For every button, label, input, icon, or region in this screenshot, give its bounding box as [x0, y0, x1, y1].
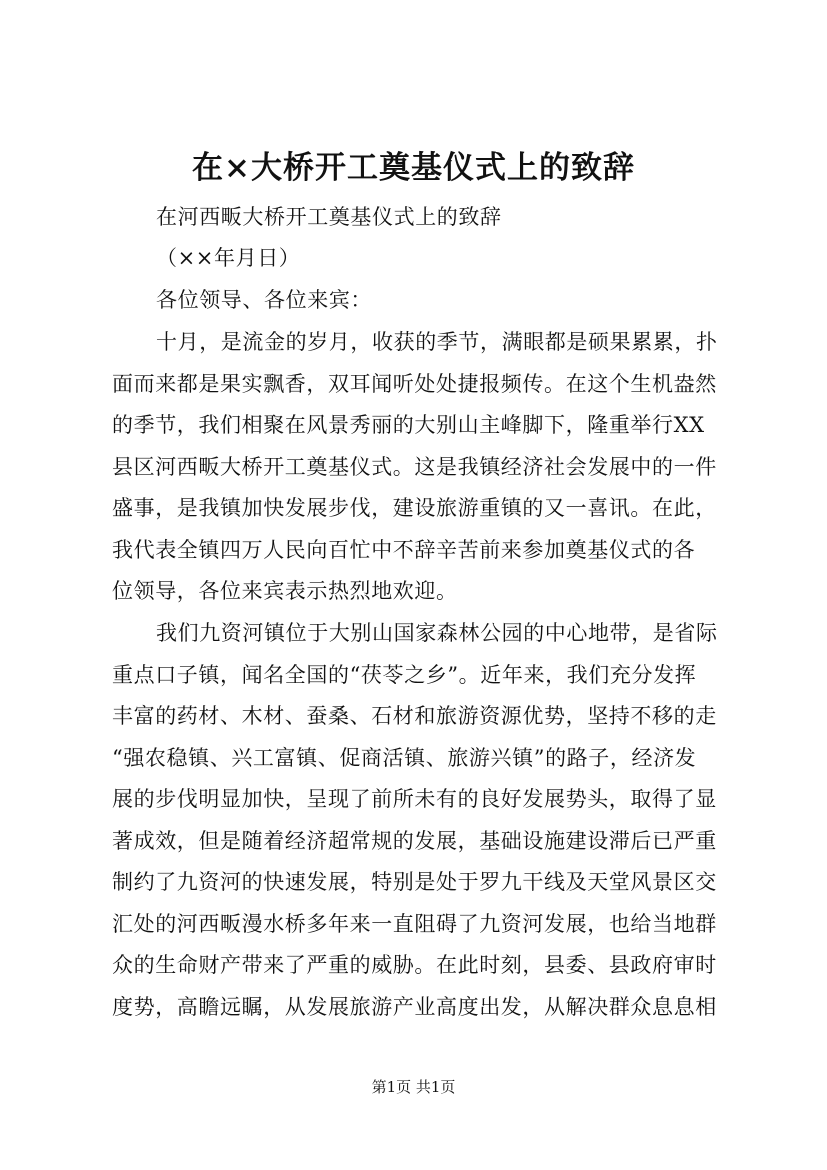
paragraph-line: 展的步伐明显加快，呈现了前所未有的良好发展势头，取得了显	[112, 787, 717, 811]
paragraph-line: 众的生命财产带来了严重的威胁。在此时刻，县委、县政府审时	[112, 953, 717, 977]
paragraph-line: 度势，高瞻远瞩，从发展旅游产业高度出发，从解决群众息息相	[112, 995, 717, 1019]
document-title: 在×大桥开工奠基仪式上的致辞	[192, 150, 635, 186]
date-line: （××年月日）	[156, 246, 301, 270]
paragraph-line: 我代表全镇四万人民向百忙中不辞辛苦前来参加奠基仪式的各	[112, 538, 696, 562]
paragraph-line: 县区河西畈大桥开工奠基仪式。这是我镇经济社会发展中的一件	[112, 455, 717, 479]
paragraph-line: 盛事，是我镇加快发展步伐，建设旅游重镇的又一喜讯。在此，	[112, 496, 717, 520]
paragraph-line: 重点口子镇，闻名全国的“茯苓之乡”。近年来，我们充分发挥	[112, 663, 697, 687]
subtitle-line: 在河西畈大桥开工奠基仪式上的致辞	[156, 205, 502, 229]
paragraph-line: 的季节，我们相聚在风景秀丽的大别山主峰脚下，隆重举行XX	[112, 413, 705, 437]
paragraph-line: 汇处的河西畈漫水桥多年来一直阻碍了九资河发展，也给当地群	[112, 912, 717, 936]
paragraph-line: 位领导，各位来宾表示热烈地欢迎。	[112, 579, 458, 603]
paragraph-line: “强农稳镇、兴工富镇、促商活镇、旅游兴镇”的路子，经济发	[112, 746, 697, 770]
salutation-line: 各位领导、各位来宾：	[156, 288, 372, 312]
paragraph-line: 著成效，但是随着经济超常规的发展，基础设施建设滞后已严重	[112, 829, 717, 853]
paragraph-line: 面而来都是果实飘香，双耳闻听处处捷报频传。在这个生机盎然	[112, 372, 717, 396]
page-footer: 第1页 共1页	[371, 1078, 456, 1096]
paragraph-line: 制约了九资河的快速发展，特别是处于罗九干线及天堂风景区交	[112, 870, 717, 894]
paragraph-line: 我们九资河镇位于大别山国家森林公园的中心地带，是省际	[156, 621, 718, 645]
paragraph-line: 丰富的药材、木材、蚕桑、石材和旅游资源优势，坚持不移的走	[112, 704, 717, 728]
paragraph-line: 十月，是流金的岁月，收获的季节，满眼都是硕果累累，扑	[156, 330, 718, 354]
